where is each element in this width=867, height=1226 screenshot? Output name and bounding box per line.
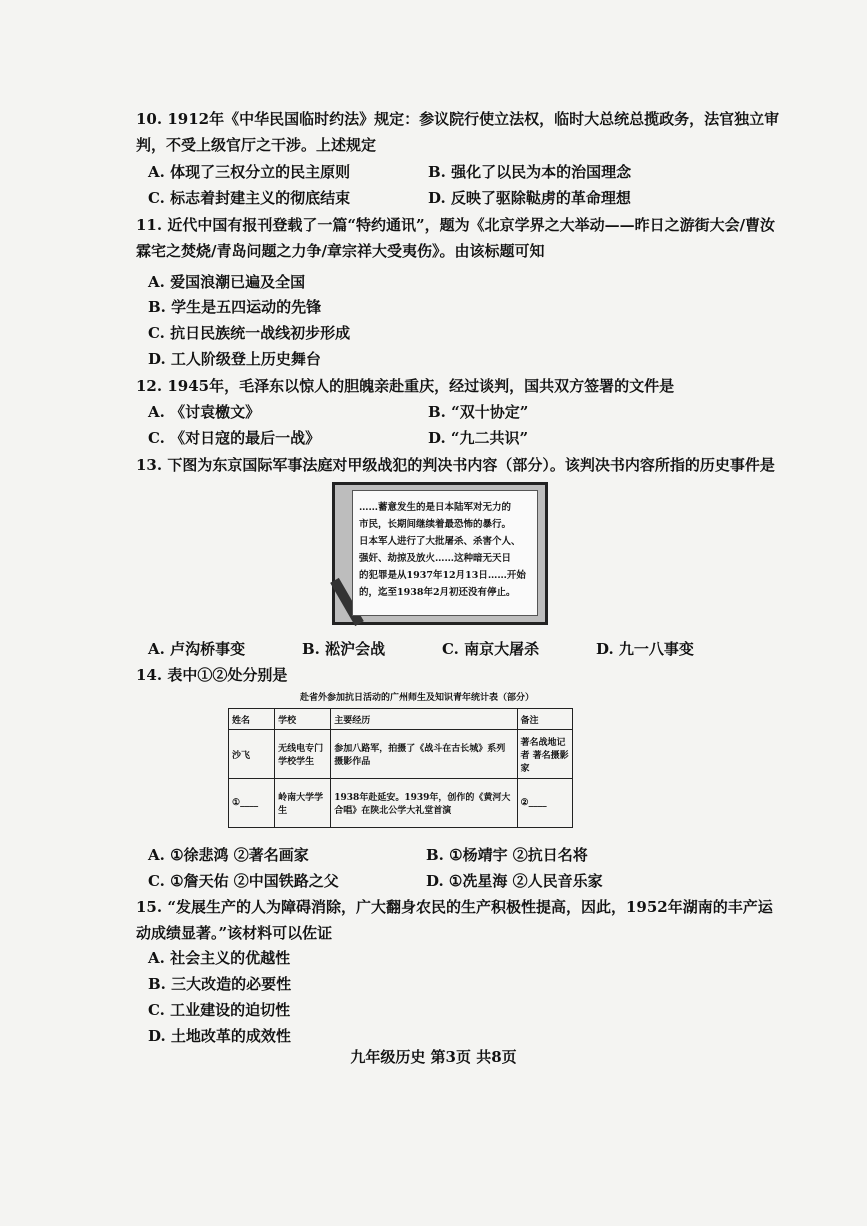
q10-option-b: B. 强化了以民为本的治国理念 [428,163,632,181]
q15-option-c: C. 工业建设的迫切性 [148,1001,291,1019]
q14-option-d: D. ①冼星海 ②人民音乐家 [426,872,603,890]
q14-option-a: A. ①徐悲鸿 ②著名画家 [148,846,309,864]
q11-option-b: B. 学生是五四运动的先锋 [148,298,322,316]
question-11-stem: 11. 近代中国有报刊登载了一篇“特约通讯”，题为《北京学界之大举动——昨日之游街大会/曹汝霖宅之焚烧/青岛问题之力争/章宗祥大受夷伤》。由该标题可知 [136,216,776,260]
q13-option-c: C. 南京大屠杀 [442,640,540,658]
verdict-line: 强奸、劫掠及放火……这种暗无天日 [359,553,512,564]
table-header-cell: 学校 [275,709,331,730]
table-header-row [229,709,573,730]
table-header-cell: 姓名 [229,709,275,730]
q10-option-c: C. 标志着封建主义的彻底结束 [148,189,351,207]
question-12-stem: 12. 1945年，毛泽东以惊人的胆魄亲赴重庆，经过谈判，国共双方签署的文件是 [136,377,675,395]
q11-option-a: A. 爱国浪潮已遍及全国 [148,273,306,291]
table-header-cell: 备注 [517,709,572,730]
table-title: 赴省外参加抗日活动的广州师生及知识青年统计表（部分） [300,693,535,703]
q12-option-c: C. 《对日寇的最后一战》 [148,429,321,447]
verdict-line: 日本军人进行了大批屠杀、杀害个人、 [359,536,521,547]
question-13-stem: 13. 下图为东京国际军事法庭对甲级战犯的判决书内容（部分）。该判决书内容所指的历史事件是 [136,456,775,474]
verdict-line: ……蓄意发生的是日本陆军对无力的 [359,502,512,513]
q12-option-a: A. 《讨袁檄文》 [148,403,261,421]
q13-option-a: A. 卢沟桥事变 [148,640,246,658]
q12-option-d: D. “九二共识” [428,429,529,447]
q11-option-c: C. 抗日民族统一战线初步形成 [148,324,351,342]
q15-option-a: A. 社会主义的优越性 [148,949,291,967]
q10-option-a: A. 体现了三权分立的民主原则 [148,163,351,181]
verdict-excerpt-figure [332,482,554,627]
verdict-line: 的犯罪是从1937年12月13日……开始 [359,570,526,581]
table-cell: 无线电专门学校学生 [275,730,331,779]
statistics-table [228,708,573,828]
q15-option-b: B. 三大改造的必要性 [148,975,292,993]
table-header-cell: 主要经历 [331,709,517,730]
table-cell: 岭南大学学生 [275,779,331,828]
verdict-line: 市民，长期间继续着最恐怖的暴行。 [359,519,512,530]
page-footer: 九年级历史 第3页 共8页 [350,1048,517,1066]
table-row [229,779,573,828]
table-cell: ①____ [229,779,275,828]
q13-option-d: D. 九一八事变 [596,640,694,658]
q13-option-b: B. 淞沪会战 [302,640,386,658]
table-cell: ②____ [517,779,572,828]
table-cell: 1938年赴延安。1939年，创作的《黄河大合唱》在陕北公学大礼堂首演 [331,779,517,828]
question-10-stem: 10. 1912年《中华民国临时约法》规定：参议院行使立法权，临时大总统总揽政务，法官独立审判，不受上级官厅之干涉。上述规定 [136,110,780,154]
q14-option-b: B. ①杨靖宇 ②抗日名将 [426,846,588,864]
q10-option-d: D. 反映了驱除鞑虏的革命理想 [428,189,631,207]
q14-option-c: C. ①詹天佑 ②中国铁路之父 [148,872,339,890]
q11-option-d: D. 工人阶级登上历史舞台 [148,350,321,368]
table-cell: 著名战地记者 著名摄影家 [517,730,572,779]
q15-option-d: D. 土地改革的成效性 [148,1027,291,1045]
question-14-stem: 14. 表中①②处分别是 [136,666,288,684]
table-cell: 参加八路军，拍摄了《战斗在古长城》系列摄影作品 [331,730,517,779]
table-cell: 沙飞 [229,730,275,779]
q12-option-b: B. “双十协定” [428,403,529,421]
verdict-line: 的，迄至1938年2月初还没有停止。 [359,587,516,598]
table-row [229,730,573,779]
question-15-stem: 15. “发展生产的人为障碍消除，广大翻身农民的生产积极性提高，因此，1952年湖南的丰产运动成绩显著。”该材料可以佐证 [136,898,773,942]
verdict-text [352,490,538,616]
